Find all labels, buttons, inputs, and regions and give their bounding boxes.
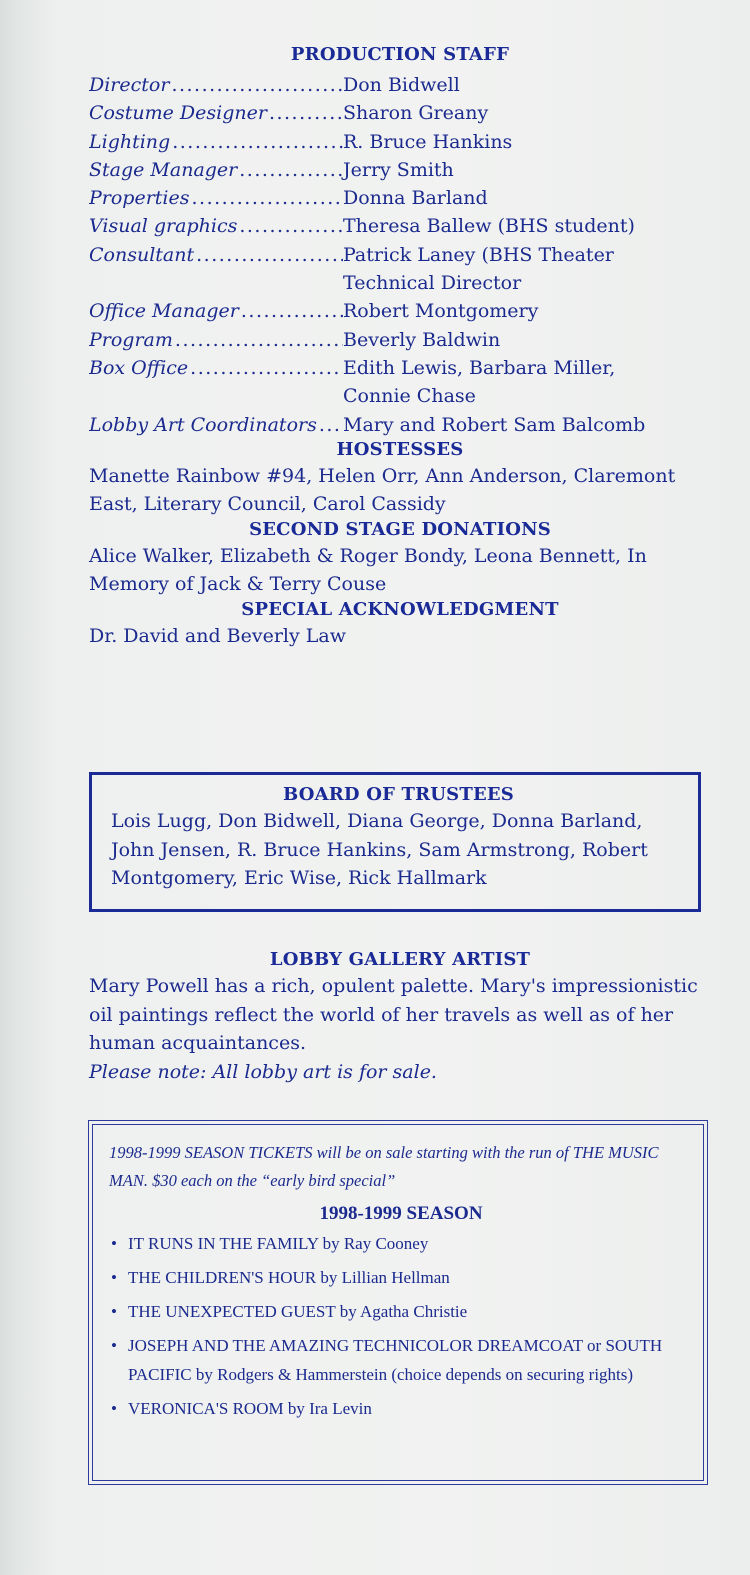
staff-name: Jerry Smith — [343, 158, 454, 181]
trustees-text: Lois Lugg, Don Bidwell, Diana George, Donna Barland, John Jensen, R. Bruce Hankins, Sam Armstrong, Robert Montgomery, Eric Wise, Rick Hallmark — [111, 810, 648, 889]
gallery-title: LOBBY GALLERY ARTIST — [269, 949, 531, 970]
staff-row — [89, 99, 711, 127]
staff-row — [89, 411, 711, 439]
staff-name: Mary and Robert Sam Balcomb — [343, 413, 646, 436]
leader-dots — [175, 326, 343, 354]
season-tickets-note: 1998-1999 SEASON TICKETS will be on sale starting with the run of THE MUSIC MAN. $30 each on the “early bird special” — [109, 1143, 659, 1190]
season-title: 1998-1999 SEASON — [319, 1203, 483, 1224]
staff-role: Office Manager — [89, 300, 239, 323]
acknowledgment-text: Dr. David and Beverly Law — [89, 624, 346, 647]
staff-name: Don Bidwell — [343, 74, 460, 96]
staff-name: Robert Montgomery — [343, 300, 539, 323]
staff-name: R. Bruce Hankins — [343, 130, 513, 153]
list-item: • JOSEPH AND THE AMAZING TECHNICOLOR DREAMCOAT or SOUTH PACIFIC by Rodgers & Hammerstein (choice depends on securing rights) — [109, 1331, 693, 1389]
staff-role: Program — [89, 328, 173, 351]
staff-row — [89, 241, 711, 298]
staff-role: Director — [89, 74, 170, 96]
staff-role: Properties — [89, 187, 190, 210]
staff-row — [89, 71, 711, 99]
staff-role: Consultant — [89, 243, 195, 266]
page-content — [89, 44, 711, 1418]
list-item: • IT RUNS IN THE FAMILY by Ray Cooney — [109, 1229, 693, 1258]
staff-role: Visual graphics — [89, 215, 238, 238]
list-item: • VERONICA'S ROOM by Ira Levin — [109, 1394, 693, 1423]
background-shading — [0, 0, 60, 1575]
staff-role: Box Office — [89, 356, 189, 379]
staff-row — [89, 156, 711, 184]
staff-name: Beverly Baldwin — [343, 328, 501, 351]
list-item: • THE CHILDREN'S HOUR by Lillian Hellman — [109, 1263, 693, 1292]
staff-row — [89, 297, 711, 325]
leader-dots — [190, 354, 343, 382]
leader-dots — [192, 184, 343, 212]
staff-name: Sharon Greany — [343, 102, 489, 125]
season-box-inner — [92, 1124, 704, 1481]
leader-dots — [239, 212, 343, 240]
staff-name: Donna Barland — [343, 187, 488, 210]
season-box — [88, 1120, 708, 1485]
staff-row — [89, 354, 711, 411]
staff-row — [89, 212, 711, 240]
season-play-list — [109, 1229, 693, 1423]
acknowledgment-title: SPECIAL ACKNOWLEDGMENT — [241, 598, 559, 620]
staff-name: Theresa Ballew (BHS student) — [343, 215, 635, 238]
leader-dots — [196, 241, 343, 269]
staff-row — [89, 184, 711, 212]
staff-name: Edith Lewis, Barbara Miller, Connie Chase — [343, 356, 616, 408]
staff-name: Patrick Laney (BHS Theater Technical Director — [343, 243, 614, 295]
second-stage-title: SECOND STAGE DONATIONS — [249, 518, 551, 540]
gallery-text: Mary Powell has a rich, opulent palette. Mary's impressionistic oil paintings reflect the world of her travels as well as of her human acquaintances. — [89, 975, 698, 1054]
leader-dots — [241, 297, 343, 325]
hostesses-title: HOSTESSES — [336, 438, 464, 460]
production-staff-title: PRODUCTION STAFF — [290, 44, 510, 65]
gallery-note: Please note: All lobby art is for sale. — [89, 1060, 437, 1083]
hostesses-text: Manette Rainbow #94, Helen Orr, Ann Anderson, Claremont East, Literary Council, Carol Cassidy — [89, 464, 676, 516]
staff-row — [89, 326, 711, 354]
trustees-title: BOARD OF TRUSTEES — [282, 784, 515, 805]
staff-role: Lighting — [89, 130, 171, 153]
leader-dots — [172, 128, 343, 156]
staff-role: Stage Manager — [89, 158, 238, 181]
staff-row — [89, 128, 711, 156]
production-staff-list — [89, 71, 711, 439]
leader-dots — [239, 156, 343, 184]
list-item: • THE UNEXPECTED GUEST by Agatha Christie — [109, 1297, 693, 1326]
gallery-section — [89, 949, 711, 1086]
leader-dots — [319, 411, 343, 439]
staff-role: Costume Designer — [89, 102, 267, 125]
second-stage-text: Alice Walker, Elizabeth & Roger Bondy, Leona Bennett, In Memory of Jack & Terry Couse — [89, 544, 647, 596]
leader-dots — [269, 99, 343, 127]
staff-role: Lobby Art Coordinators — [89, 413, 317, 436]
leader-dots — [171, 71, 343, 99]
trustees-box — [89, 772, 701, 912]
